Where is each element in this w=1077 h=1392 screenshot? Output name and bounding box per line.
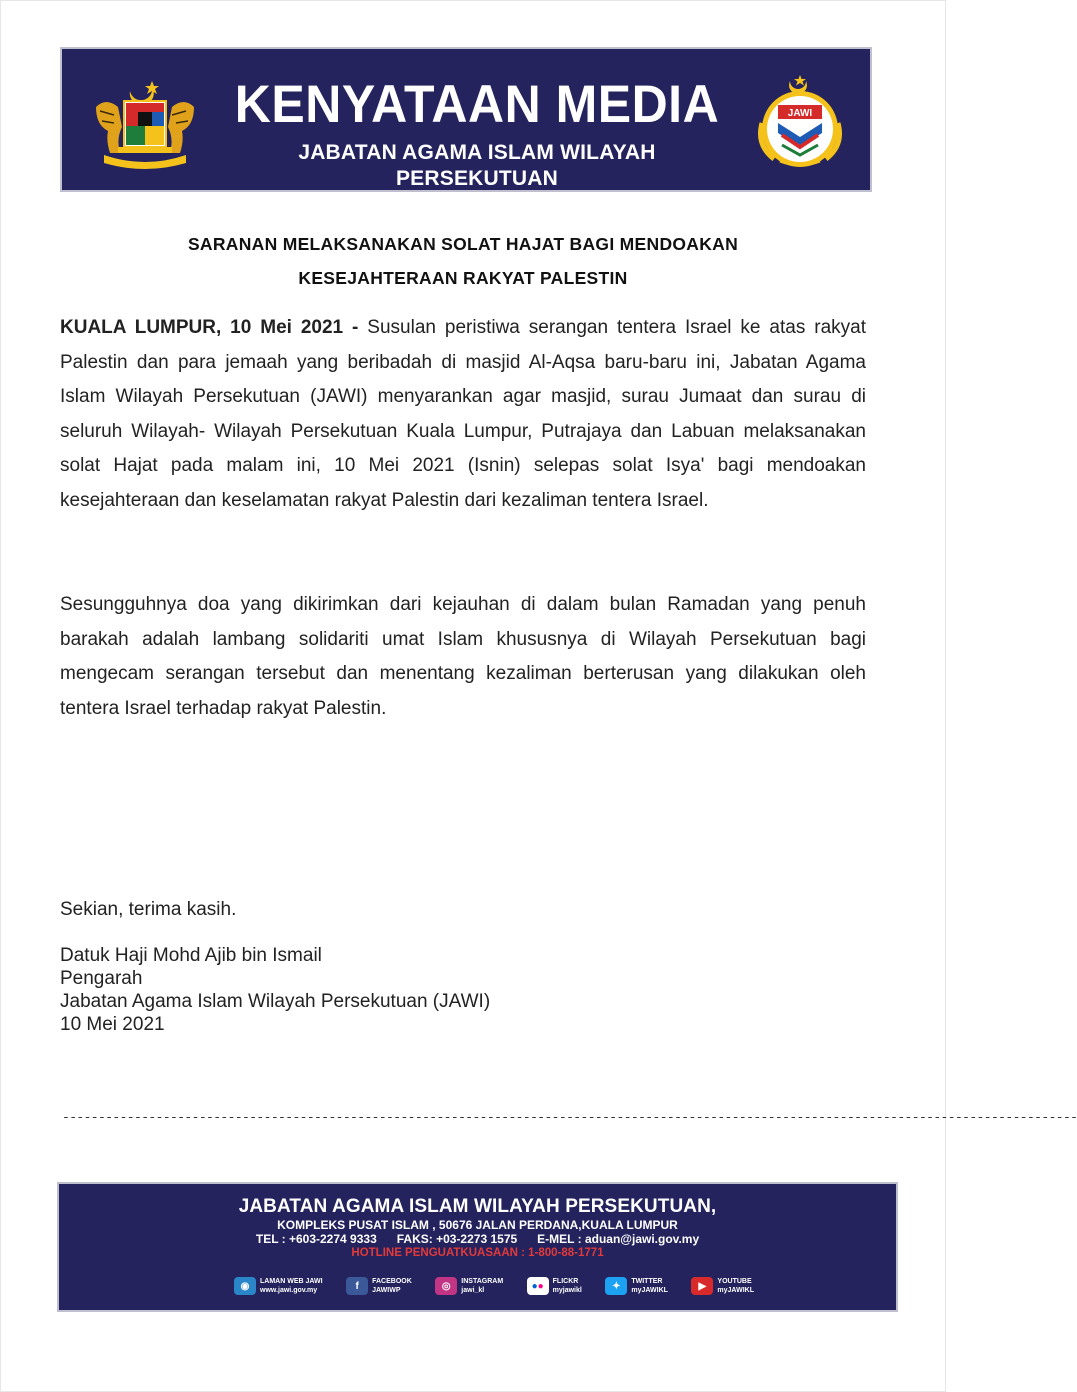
signatory-department: Jabatan Agama Islam Wilayah Persekutuan (JAWI): [60, 991, 491, 1012]
footer-fax: FAKS: +03-2273 1575: [396, 1232, 518, 1246]
footer-banner: [57, 1182, 898, 1312]
instagram-icon: ◎: [435, 1277, 457, 1295]
jawi-emblem-icon: [752, 75, 848, 173]
facebook-icon: f: [346, 1277, 368, 1295]
youtube-icon: ▶: [691, 1277, 713, 1295]
svg-text:JAWI: JAWI: [787, 108, 813, 119]
social-link-instagram[interactable]: [435, 1273, 503, 1299]
document-title-line-2: KESEJAHTERAAN RAKYAT PALESTIN: [298, 268, 628, 288]
header-banner: [60, 47, 872, 192]
footer-contacts: [59, 1232, 896, 1246]
social-links: [234, 1273, 754, 1299]
footer-hotline: HOTLINE PENGUATKUASAAN : 1-800-88-1771: [351, 1247, 604, 1259]
flickr-icon: ● ●: [527, 1277, 549, 1295]
closing-remark: Sekian, terima kasih.: [60, 899, 237, 920]
social-handle: www.jawi.gov.my: [260, 1287, 318, 1294]
footer-telephone: TEL : +603-2274 9333: [255, 1232, 377, 1246]
banner-title: KENYATAAN MEDIA: [234, 74, 720, 134]
social-label: FACEBOOK: [372, 1278, 412, 1285]
body-paragraph-1: [60, 311, 866, 519]
signature-block: [60, 944, 490, 1036]
document-title-line-1: SARANAN MELAKSANAKAN SOLAT HAJAT BAGI MENDOAKAN: [187, 234, 739, 254]
social-handle: jawi_kl: [461, 1287, 485, 1294]
social-link-flickr[interactable]: [527, 1273, 582, 1299]
footer-org-name: JABATAN AGAMA ISLAM WILAYAH PERSEKUTUAN,: [238, 1196, 717, 1217]
footer-email[interactable]: E-MEL : aduan@jawi.gov.my: [537, 1232, 700, 1246]
banner-subtitle: JABATAN AGAMA ISLAM WILAYAH PERSEKUTUAN: [298, 141, 656, 190]
social-link-youtube[interactable]: [691, 1273, 754, 1299]
social-label: YOUTUBE: [717, 1278, 752, 1285]
social-label: TWITTER: [631, 1278, 663, 1285]
social-link-facebook[interactable]: [346, 1273, 412, 1299]
social-label: INSTAGRAM: [461, 1278, 504, 1285]
footer-address: KOMPLEKS PUSAT ISLAM , 50676 JALAN PERDANA,KUALA LUMPUR: [277, 1218, 678, 1232]
social-handle: myJAWIKL: [717, 1287, 754, 1294]
signature-date: 10 Mei 2021: [60, 1014, 165, 1035]
dateline: KUALA LUMPUR, 10 Mei 2021 -: [60, 317, 359, 338]
social-label: FLICKR: [552, 1278, 579, 1285]
social-link-website[interactable]: [234, 1273, 323, 1299]
document-title: [60, 227, 866, 295]
social-handle: myJAWIKL: [631, 1287, 668, 1294]
body-paragraph-2: Sesungguhnya doa yang dikirimkan dari kejauhan di dalam bulan Ramadan yang penuh barakah adalah lambang solidariti umat Islam khususnya di Wilayah Persekutuan bagi mengecam serangan tersebut dan menentang kezaliman berterusan yang dilakukan oleh tentera Israel terhadap rakyat Palestin.: [60, 594, 866, 719]
social-handle: JAWIWP: [372, 1287, 401, 1294]
malaysia-coat-of-arms-icon: [90, 77, 200, 169]
divider-line: ---------------------------------------------------------------------------------------------------------------------------------------------: [62, 1110, 1077, 1125]
globe-icon: ◉: [234, 1277, 256, 1295]
signatory-name: Datuk Haji Mohd Ajib bin Ismail: [60, 945, 322, 966]
social-link-twitter[interactable]: [605, 1273, 668, 1299]
paragraph-1-text: Susulan peristiwa serangan tentera Israel ke atas rakyat Palestin dan para jemaah yang beribadah di masjid Al-Aqsa baru-baru ini, Jabatan Agama Islam Wilayah Persekutuan (JAWI) menyarankan agar masjid, surau Jumaat dan surau di seluruh Wilayah- Wilayah Persekutuan Kuala Lumpur, Putrajaya dan Labuan melaksanakan solat Hajat pada malam ini, 10 Mei 2021 (Isnin) selepas solat Isya' bagi mendoakan kesejahteraan dan keselamatan rakyat Palestin dari kezaliman tentera Israel.: [60, 317, 866, 511]
twitter-icon: ✦: [605, 1277, 627, 1295]
social-handle: myjawikl: [552, 1287, 582, 1294]
signatory-title: Pengarah: [60, 968, 143, 989]
social-label: LAMAN WEB JAWI: [260, 1278, 323, 1285]
